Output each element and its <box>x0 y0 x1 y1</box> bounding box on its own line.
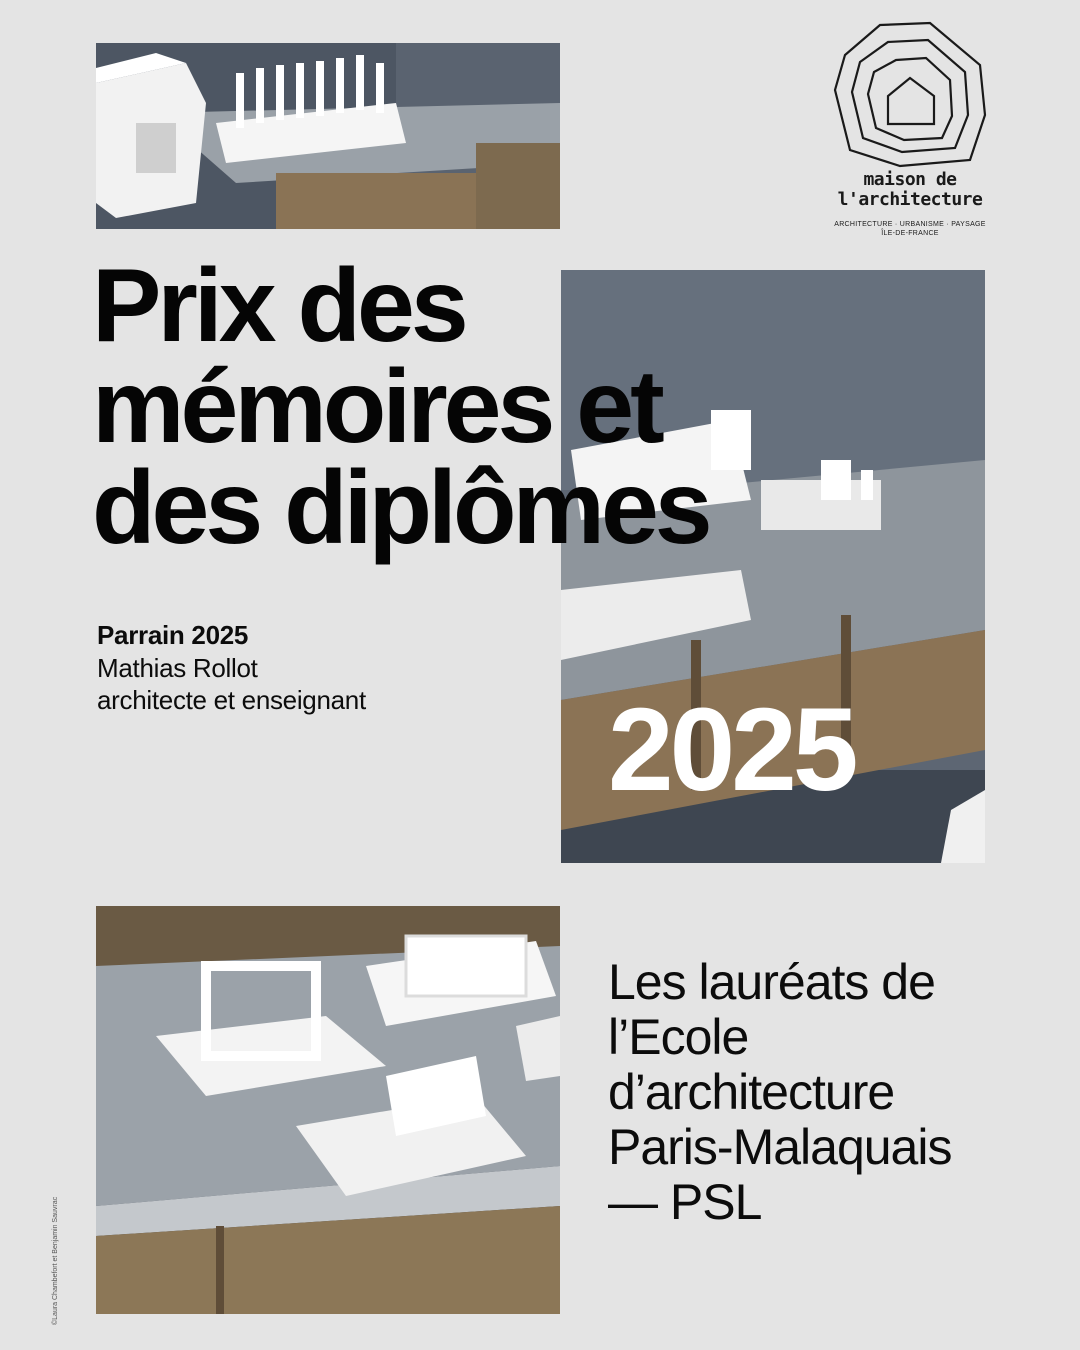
sponsor-role: architecte et enseignant <box>97 685 366 715</box>
logo-tagline-2: ÎLE-DE-FRANCE <box>881 230 939 237</box>
sponsor-block <box>97 618 537 716</box>
maison-architecture-logo <box>830 20 990 238</box>
title-line-2: mémoires et <box>92 349 661 465</box>
logo-tagline-1: ARCHITECTURE · URBANISME · PAYSAGE <box>834 221 986 228</box>
year-label: 2025 <box>608 684 855 816</box>
photo-models-top <box>96 43 560 229</box>
sponsor-heading: Parrain 2025 <box>97 620 249 650</box>
laureates-line-2: l’Ecole <box>608 1009 749 1065</box>
house-contour-icon <box>830 20 990 170</box>
photo-credit: ©Laura Chambefort et Benjamin Sauvrac <box>52 1196 59 1325</box>
title-line-3: des diplômes <box>92 450 709 566</box>
laureates-line-4: Paris-Malaquais <box>608 1119 952 1175</box>
poster-title <box>92 248 992 566</box>
laureates-line-3: d’architecture <box>608 1064 895 1120</box>
logo-line-1: maison de <box>863 169 957 190</box>
laureates-block <box>608 955 1048 1230</box>
logo-line-2: l'architecture <box>837 189 983 210</box>
laureates-line-5: — PSL <box>608 1174 762 1230</box>
title-line-1: Prix des <box>92 248 465 364</box>
laureates-line-1: Les lauréats de <box>608 954 935 1010</box>
photo-models-bottom <box>96 906 560 1314</box>
sponsor-name: Mathias Rollot <box>97 653 258 683</box>
